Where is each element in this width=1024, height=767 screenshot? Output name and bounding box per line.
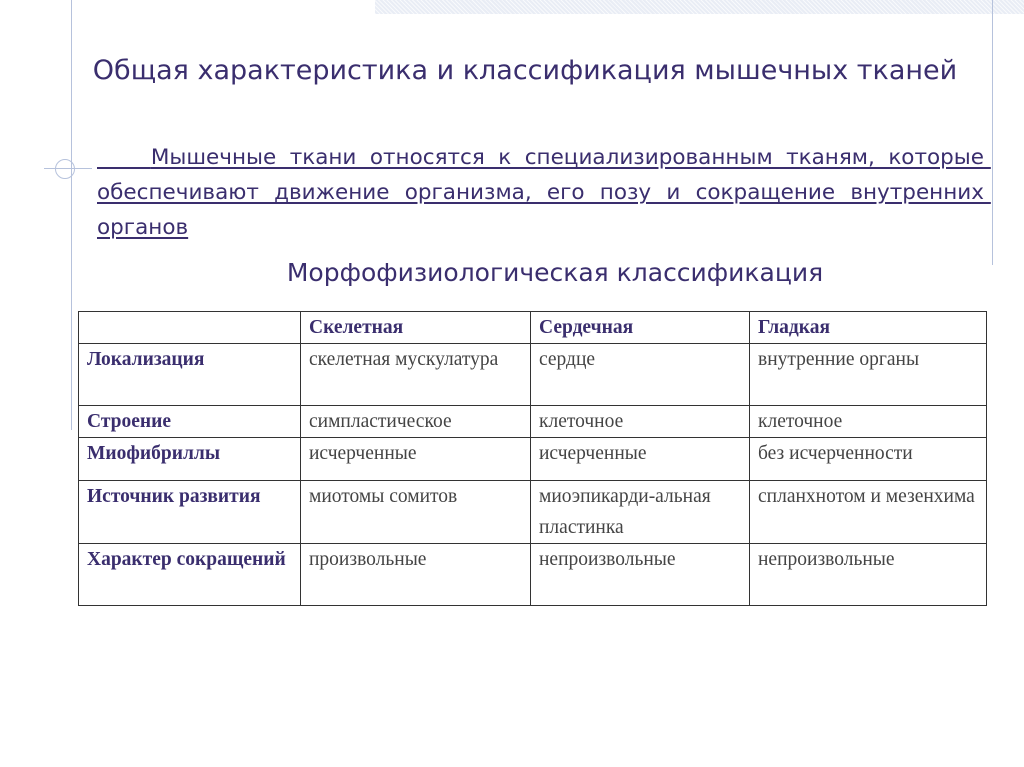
table-cell: клеточное: [750, 406, 987, 438]
row-label: Строение: [79, 406, 301, 438]
header-cell-skeletal: Скелетная: [301, 312, 531, 344]
table-cell: миотомы сомитов: [301, 481, 531, 544]
table-cell: исчерченные: [301, 438, 531, 481]
table-cell: клеточное: [531, 406, 750, 438]
table-cell: миоэпикарди-альная пластинка: [531, 481, 750, 544]
row-label: Локализация: [79, 344, 301, 406]
table-header-row: [79, 312, 987, 344]
row-label: Источник развития: [79, 481, 301, 544]
table-row: [79, 438, 987, 481]
table-cell: непроизвольные: [750, 544, 987, 606]
table-cell: исчерченные: [531, 438, 750, 481]
table-cell: непроизвольные: [531, 544, 750, 606]
slide-title: Общая характеристика и классификация мышечных тканей: [92, 55, 958, 86]
table-cell: произвольные: [301, 544, 531, 606]
table-row: [79, 544, 987, 606]
top-decorative-band: [375, 0, 1024, 14]
table-cell: скелетная мускулатура: [301, 344, 531, 406]
header-cell-empty: [79, 312, 301, 344]
classification-subtitle: Морфофизиологическая классификация: [286, 258, 824, 287]
table-row: [79, 406, 987, 438]
table-row: [79, 481, 987, 544]
decor-circle: [55, 159, 75, 179]
intro-paragraph: Мышечные ткани относятся к специализированным тканям, которые обеспечивают движение организма, его позу и сокращение внутренних органов: [97, 145, 991, 240]
table-cell: сердце: [531, 344, 750, 406]
decor-vertical-line-right: [992, 0, 993, 265]
row-label: Миофибриллы: [79, 438, 301, 481]
table-cell: внутренние органы: [750, 344, 987, 406]
row-label: Характер сокращений: [79, 544, 301, 606]
classification-table: [78, 311, 987, 606]
table-row: [79, 344, 987, 406]
table-cell: симпластическое: [301, 406, 531, 438]
table-cell: спланхнотом и мезенхима: [750, 481, 987, 544]
header-cell-cardiac: Сердечная: [531, 312, 750, 344]
table-cell: без исчерченности: [750, 438, 987, 481]
header-cell-smooth: Гладкая: [750, 312, 987, 344]
